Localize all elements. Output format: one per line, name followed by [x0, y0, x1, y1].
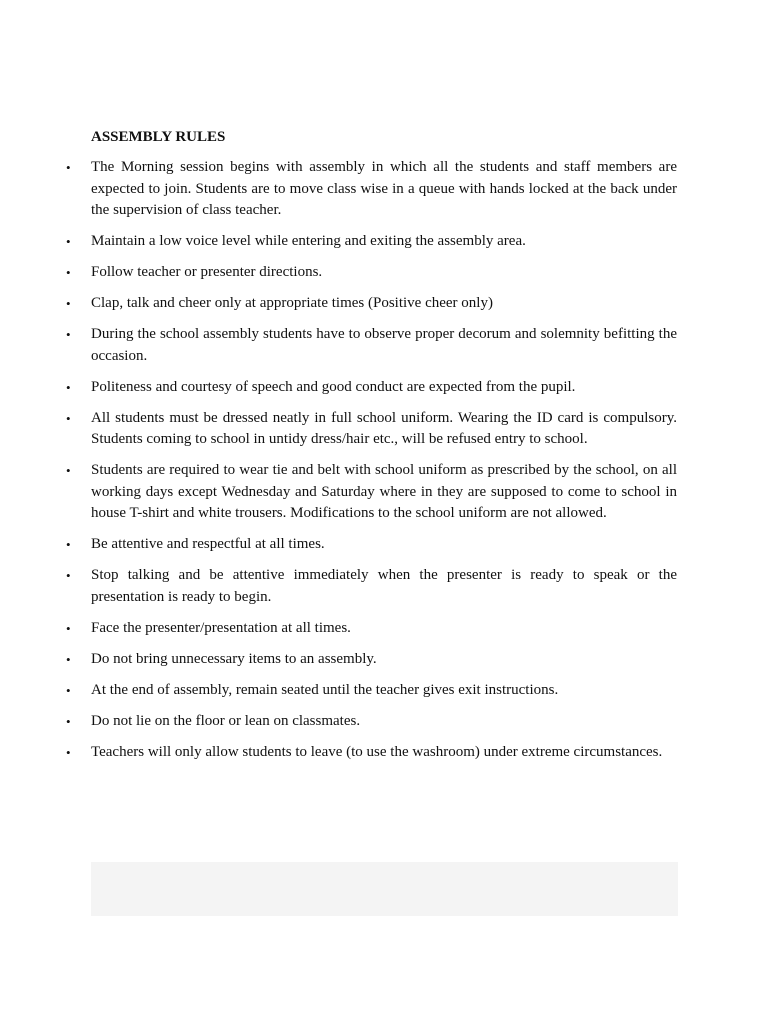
- rule-text: Teachers will only allow students to leave (to use the washroom) under extreme circumstances.: [91, 743, 663, 760]
- rule-item: [66, 711, 677, 733]
- bullet-icon: •: [66, 160, 71, 175]
- bullet-icon: •: [66, 379, 71, 395]
- rule-text: Clap, talk and cheer only at appropriate times (Positive cheer only): [91, 295, 493, 311]
- bullet-icon: •: [66, 651, 71, 667]
- rule-text: Students are required to wear tie and belt with school uniform as prescribed by the school, on all working days except Wednesday and Saturday where in they are supposed to come to school in house T-shirt and white trousers. Modifications to the school uniform are not allowed.: [91, 462, 677, 521]
- rule-item: [66, 565, 677, 608]
- document-title: ASSEMBLY RULES: [91, 129, 226, 145]
- rule-text: Stop talking and be attentive immediately when the presenter is ready to speak or the presentation is ready to begin.: [91, 567, 677, 605]
- rule-item: [66, 408, 677, 451]
- rule-item: [66, 293, 677, 315]
- footer-shaded-box: [91, 862, 678, 916]
- bullet-icon: •: [66, 682, 71, 698]
- rule-text: Face the presenter/presentation at all times.: [91, 619, 351, 636]
- bullet-icon: •: [66, 463, 71, 478]
- bullet-icon: •: [66, 327, 71, 342]
- bullet-icon: •: [66, 713, 71, 729]
- bullet-icon: •: [66, 568, 71, 583]
- rule-text: Politeness and courtesy of speech and good conduct are expected from the pupil.: [91, 378, 576, 395]
- rule-text: At the end of assembly, remain seated until the teacher gives exit instructions.: [91, 681, 559, 698]
- rule-text: All students must be dressed neatly in full school uniform. Wearing the ID card is compulsory. Students coming to school in untidy dress/hair etc., will be refused entry to school.: [91, 409, 677, 447]
- rule-item: [66, 324, 677, 367]
- rule-text: Do not bring unnecessary items to an assembly.: [91, 650, 377, 667]
- rules-list: [66, 157, 677, 773]
- rule-text: Be attentive and respectful at all times.: [91, 536, 325, 552]
- rule-item: [66, 460, 677, 525]
- bullet-icon: •: [66, 410, 71, 426]
- rule-item: [66, 742, 677, 764]
- bullet-icon: •: [66, 537, 71, 552]
- rule-item: [66, 680, 677, 702]
- bullet-icon: •: [66, 620, 71, 636]
- bullet-icon: •: [66, 296, 71, 311]
- rule-item: [66, 649, 677, 671]
- rule-text: The Morning session begins with assembly in which all the students and staff members are expected to join. Students are to move class wise in a queue with hands locked at the back under the supervision of class teacher.: [91, 159, 677, 218]
- bullet-icon: •: [66, 744, 71, 760]
- rule-item: [66, 231, 677, 253]
- rule-text: Follow teacher or presenter directions.: [91, 264, 323, 280]
- rule-item: [66, 377, 677, 399]
- rule-item: [66, 534, 677, 556]
- bullet-icon: •: [66, 265, 71, 280]
- rule-item: [66, 262, 677, 284]
- rule-item: [66, 157, 677, 222]
- rule-text: During the school assembly students have to observe proper decorum and solemnity befitting the occasion.: [91, 326, 677, 364]
- rule-text: Maintain a low voice level while entering and exiting the assembly area.: [91, 233, 526, 249]
- rule-text: Do not lie on the floor or lean on classmates.: [91, 712, 361, 729]
- rule-item: [66, 618, 677, 640]
- bullet-icon: •: [66, 234, 71, 249]
